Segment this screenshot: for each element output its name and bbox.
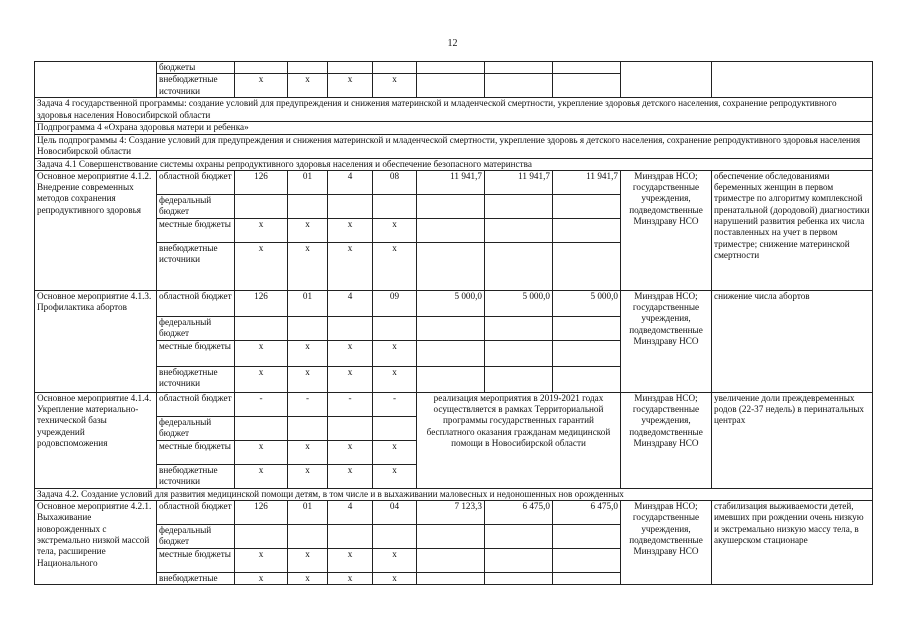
- table-row: местные бюджеты x x x x: [35, 549, 873, 573]
- source-label: внебюджетные источники: [157, 74, 235, 98]
- table-row: Основное мероприятие 4.1.3. Профилактика абортов областной бюджет 126 01 4 09 5 000,0 5 000,0 5 000,0 Минздрав НСО; государственные учреждения, подведомственные Минздраву НСО снижение числа абортов: [35, 290, 873, 316]
- table-row: местные бюджеты x x x x: [35, 440, 873, 464]
- table-row: внебюджетные источники x x x x: [35, 464, 873, 488]
- table-row: [35, 122, 873, 134]
- page-number: 12: [447, 38, 458, 49]
- table-row: [35, 158, 873, 170]
- table-row: Основное мероприятие 4.2.1. Выхаживание новорожденных с экстремально низкой массой тела, расширение Национального областной бюджет 126 01 4 04 7 123,3 6 475,0 6 475,0 Минздрав НСО; государственные учреждения, подведомственные Минздраву НСО стабилизация выживаемости детей, имевших при рождении очень низкую и экстремально низкую массу тела, в акушерском стационаре: [35, 501, 873, 525]
- executor: Минздрав НСО; государственные учреждения, подведомственные Минздраву НСО: [621, 170, 712, 290]
- implementation-note: реализация мероприятия в 2019-2021 годах осуществляется в рамках Территориальной программы государственных гарантий бесплатного оказания гражданам медицинской помощи в Новосибирской области: [417, 392, 621, 488]
- measure-name: Основное мероприятие 4.1.2. Внедрение современных методов сохранения репродуктивного здоровья: [35, 170, 157, 290]
- table-row: федеральный бюджет: [35, 194, 873, 218]
- table-row: внебюджетные источники x x x x: [35, 74, 873, 98]
- subprogram-4-heading: Подпрограмма 4 «Охрана здоровья матери и ребенка»: [35, 122, 873, 134]
- source-label: бюджеты: [157, 62, 235, 74]
- measure-name: Основное мероприятие 4.1.3. Профилактика абортов: [35, 290, 157, 392]
- table-row: Основное мероприятие 4.1.2. Внедрение современных методов сохранения репродуктивного здоровья областной бюджет 126 01 4 08 11 941,7 11 941,7 11 941,7 Минздрав НСО; государственные учреждения, подведомственные Минздраву НСО обеспечение обследованиями беременных женщин в первом триместре по алгоритму комплексной пренатальной (дородовой) диагностики нарушений развития ребенка их числа поставленных на учет в первом триместре; снижение материнской смертности: [35, 170, 873, 194]
- table-row: внебюджетные x x x x: [35, 573, 873, 585]
- task-4-heading: Задача 4 государственной программы: создание условий для предупреждения и снижения материнской и младенческой смертности, укрепление здоровья детского населения, сохранение репродуктивного здоровья населения Новосибирской области: [35, 98, 873, 122]
- measure-name: Основное мероприятие 4.1.4. Укрепление материально-технической базы учреждений родовспоможения: [35, 392, 157, 488]
- table-row: внебюджетные источники x x x x: [35, 366, 873, 392]
- table-row: [35, 488, 873, 500]
- table-row: местные бюджеты x x x x: [35, 340, 873, 366]
- task-4-1-heading: Задача 4.1 Совершенствование системы охраны репродуктивного здоровья населения и обеспечение безопасного материнства: [35, 158, 873, 170]
- table-row: внебюджетные источники x x x x: [35, 242, 873, 290]
- table-row: Основное мероприятие 4.1.4. Укрепление материально-технической базы учреждений родовспоможения областной бюджет - - - - реализация мероприятия в 2019-2021 годах осуществляется в рамках Территориальной программы государственных гарантий бесплатного оказания гражданам медицинской помощи в Новосибирской области Минздрав НСО; государственные учреждения, подведомственные Минздраву НСО увеличение доли преждевременных родов (22-37 недель) в перинатальных центрах: [35, 392, 873, 416]
- executor: Минздрав НСО; государственные учреждения, подведомственные Минздраву НСО: [621, 392, 712, 488]
- table-row: федеральный бюджет: [35, 525, 873, 549]
- expected-result: увеличение доли преждевременных родов (22-37 недель) в перинатальных центрах: [712, 392, 873, 488]
- expected-result: снижение числа абортов: [712, 290, 873, 392]
- table-row: местные бюджеты x x x x: [35, 218, 873, 242]
- executor: Минздрав НСО; государственные учреждения, подведомственные Минздраву НСО: [621, 290, 712, 392]
- table-row: федеральный бюджет: [35, 316, 873, 340]
- subprogram-4-goal: Цель подпрограммы 4: Создание условий для предупреждения и снижения материнской и младенческой смертности, укрепление здоровь я детского населения, сохранение репродуктивного здоровья населения Новосибирской области: [35, 134, 873, 158]
- table-row: [35, 134, 873, 158]
- task-4-2-heading: Задача 4.2. Создание условий для развития медицинской помощи детям, в том числе и в выхаживании маловесных и недоношенных нов орожденных: [35, 488, 873, 500]
- table-row: [35, 98, 873, 122]
- program-table: [34, 61, 873, 585]
- table-row: федеральный бюджет: [35, 416, 873, 440]
- measure-name: Основное мероприятие 4.2.1. Выхаживание новорожденных с экстремально низкой массой тела, расширение Национального: [35, 501, 157, 585]
- table-row: [35, 62, 873, 74]
- expected-result: обеспечение обследованиями беременных женщин в первом триместре по алгоритму комплексной пренатальной (дородовой) диагностики нарушений развития ребенка их числа поставленных на учет в первом триместре; снижение материнской смертности: [712, 170, 873, 290]
- executor: Минздрав НСО; государственные учреждения, подведомственные Минздраву НСО: [621, 501, 712, 585]
- expected-result: стабилизация выживаемости детей, имевших при рождении очень низкую и экстремально низкую массу тела, в акушерском стационаре: [712, 501, 873, 585]
